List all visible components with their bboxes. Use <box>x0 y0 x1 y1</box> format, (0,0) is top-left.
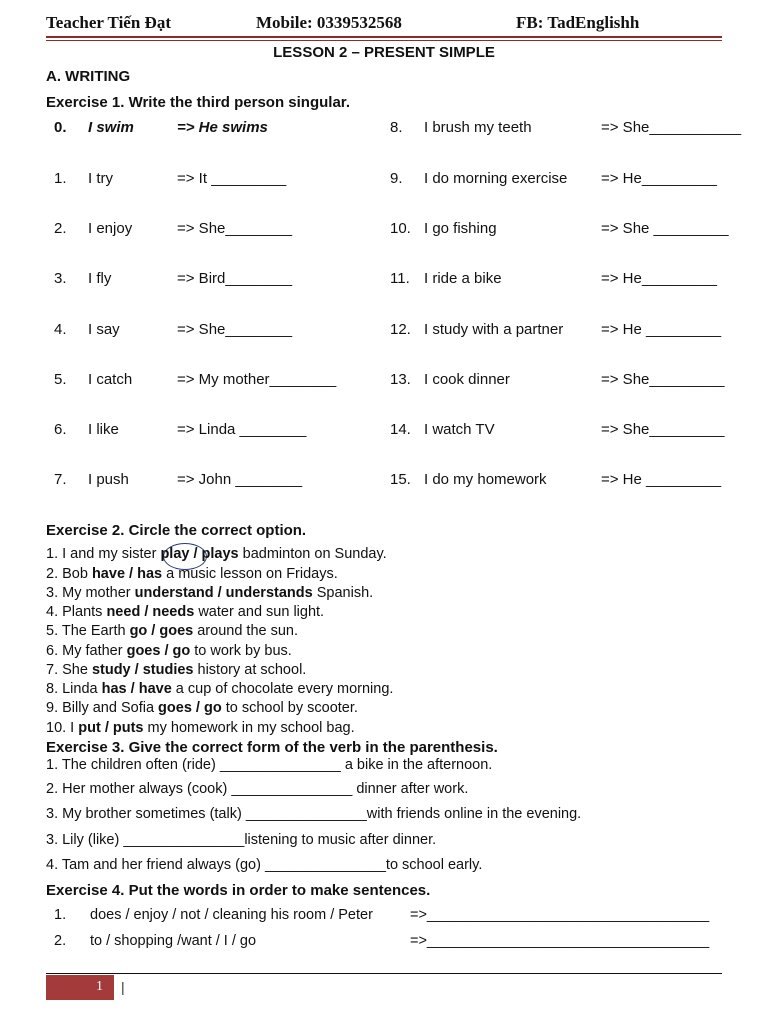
ex1-num: 7. <box>54 471 67 488</box>
ex3-item[interactable]: 1. The children often (ride) _______________ a bike in the afternoon. <box>46 757 493 773</box>
ex1-verb: I cook dinner <box>424 371 510 388</box>
ex1-answer-blank[interactable]: => She___________ <box>601 119 742 136</box>
ex1-num: 9. <box>390 170 403 187</box>
ex1-num: 2. <box>54 220 67 237</box>
exercise1-title: Exercise 1. Write the third person singular. <box>46 94 350 111</box>
ex2-option[interactable]: play / plays <box>160 546 239 562</box>
lesson-title: LESSON 2 – PRESENT SIMPLE <box>273 44 495 61</box>
ex2-item: 3. My mother understand / understands Spanish. <box>46 585 374 601</box>
ex2-option[interactable]: goes / go <box>126 643 191 659</box>
ex3-item[interactable]: 3. Lily (like) _______________listening to music after dinner. <box>46 832 437 848</box>
ex4-num: 2. <box>54 933 67 949</box>
ex1-num: 1. <box>54 170 67 187</box>
mobile-number: Mobile: 0339532568 <box>256 13 402 32</box>
ex3-item[interactable]: 3. My brother sometimes (talk) _______________with friends online in the evening. <box>46 806 582 822</box>
header-rule-thick <box>46 36 722 38</box>
section-a-heading: A. WRITING <box>46 68 131 85</box>
ex1-answer-blank[interactable]: => It _________ <box>177 170 287 187</box>
ex4-answer-blank[interactable]: =>___________________________________ <box>410 907 710 923</box>
ex2-item: 6. My father goes / go to work by bus. <box>46 643 292 659</box>
ex1-verb: I ride a bike <box>424 270 502 287</box>
ex1-num: 11. <box>390 270 410 287</box>
ex1-verb: I go fishing <box>424 220 497 237</box>
ex1-num: 10. <box>390 220 411 237</box>
page-number: 1 <box>96 979 103 994</box>
teacher-name: Teacher Tiến Đạt <box>46 13 171 32</box>
ex1-num: 6. <box>54 421 67 438</box>
ex4-words: to / shopping /want / I / go <box>90 933 257 949</box>
ex1-verb: I catch <box>88 371 133 388</box>
ex1-answer-blank[interactable]: => My mother________ <box>177 371 337 388</box>
ex1-answer-blank[interactable]: => John ________ <box>177 471 303 488</box>
facebook-handle: FB: TadEnglishh <box>516 13 640 32</box>
ex3-item[interactable]: 4. Tam and her friend always (go) _______________to school early. <box>46 857 483 873</box>
ex1-verb: I do my homework <box>424 471 547 488</box>
ex2-option[interactable]: put / puts <box>78 720 144 736</box>
ex1-answer-blank[interactable]: => She_________ <box>601 371 725 388</box>
ex2-option[interactable]: has / have <box>101 681 172 697</box>
ex1-verb: I do morning exercise <box>424 170 568 187</box>
ex1-verb: I say <box>88 321 120 338</box>
ex1-verb: I fly <box>88 270 112 287</box>
ex1-num: 4. <box>54 321 67 338</box>
ex1-verb: I try <box>88 170 113 187</box>
ex4-words: does / enjoy / not / cleaning his room / Peter <box>90 907 373 923</box>
ex2-item: 9. Billy and Sofia goes / go to school by scooter. <box>46 700 358 716</box>
ex1-num: 15. <box>390 471 411 488</box>
ex1-answer-blank[interactable]: => She_________ <box>601 421 725 438</box>
ex2-item: 10. I put / puts my homework in my school bag. <box>46 720 355 736</box>
ex1-verb: I enjoy <box>88 220 133 237</box>
ex1-verb: I study with a partner <box>424 321 564 338</box>
ex2-option[interactable]: goes / go <box>158 700 222 716</box>
ex1-answer-blank[interactable]: => Linda ________ <box>177 421 307 438</box>
ex1-num: 12. <box>390 321 411 338</box>
page-number-box <box>46 975 114 1000</box>
ex1-num: 14. <box>390 421 411 438</box>
ex1-answer-blank[interactable]: => She _________ <box>601 220 729 237</box>
ex1-answer: => He swims <box>177 119 268 136</box>
ex2-option[interactable]: have / has <box>91 566 163 582</box>
ex1-num: 0. <box>54 119 67 136</box>
ex1-answer-blank[interactable]: => She________ <box>177 321 293 338</box>
ex3-item[interactable]: 2. Her mother always (cook) _______________ dinner after work. <box>46 781 469 797</box>
ex1-answer-blank[interactable]: => He _________ <box>601 321 722 338</box>
ex1-verb: I watch TV <box>424 421 495 438</box>
exercise3-title: Exercise 3. Give the correct form of the verb in the parenthesis. <box>46 739 498 756</box>
ex1-verb: I swim <box>88 119 134 136</box>
ex4-num: 1. <box>54 907 67 923</box>
ex1-verb: I push <box>88 471 129 488</box>
ex2-item: 1. I and my sister play / plays badminton on Sunday. <box>46 546 387 562</box>
ex1-num: 5. <box>54 371 67 388</box>
footer-separator: | <box>121 979 125 995</box>
ex2-option[interactable]: go / goes <box>129 623 194 639</box>
ex1-verb: I brush my teeth <box>424 119 532 136</box>
ex1-answer-blank[interactable]: => He _________ <box>601 471 722 488</box>
ex2-option[interactable]: understand / understands <box>134 585 313 601</box>
ex4-answer-blank[interactable]: =>___________________________________ <box>410 933 710 949</box>
header-rule-thin <box>46 40 722 41</box>
exercise4-title: Exercise 4. Put the words in order to make sentences. <box>46 882 431 899</box>
ex1-answer-blank[interactable]: => Bird________ <box>177 270 293 287</box>
ex1-answer-blank[interactable]: => He_________ <box>601 270 717 287</box>
ex1-verb: I like <box>88 421 119 438</box>
ex2-item: 7. She study / studies history at school. <box>46 662 307 678</box>
ex2-item: 4. Plants need / needs water and sun light. <box>46 604 325 620</box>
ex2-option[interactable]: study / studies <box>91 662 194 678</box>
ex1-num: 8. <box>390 119 403 136</box>
ex1-answer-blank[interactable]: => He_________ <box>601 170 717 187</box>
ex2-option[interactable]: need / needs <box>106 604 195 620</box>
ex1-num: 13. <box>390 371 411 388</box>
exercise2-title: Exercise 2. Circle the correct option. <box>46 522 307 539</box>
ex2-item: 2. Bob have / has a music lesson on Fridays. <box>46 566 338 582</box>
ex1-answer-blank[interactable]: => She________ <box>177 220 293 237</box>
ex1-num: 3. <box>54 270 67 287</box>
ex2-item: 5. The Earth go / goes around the sun. <box>46 623 299 639</box>
ex2-item: 8. Linda has / have a cup of chocolate every morning. <box>46 681 394 697</box>
footer-rule <box>46 973 722 974</box>
